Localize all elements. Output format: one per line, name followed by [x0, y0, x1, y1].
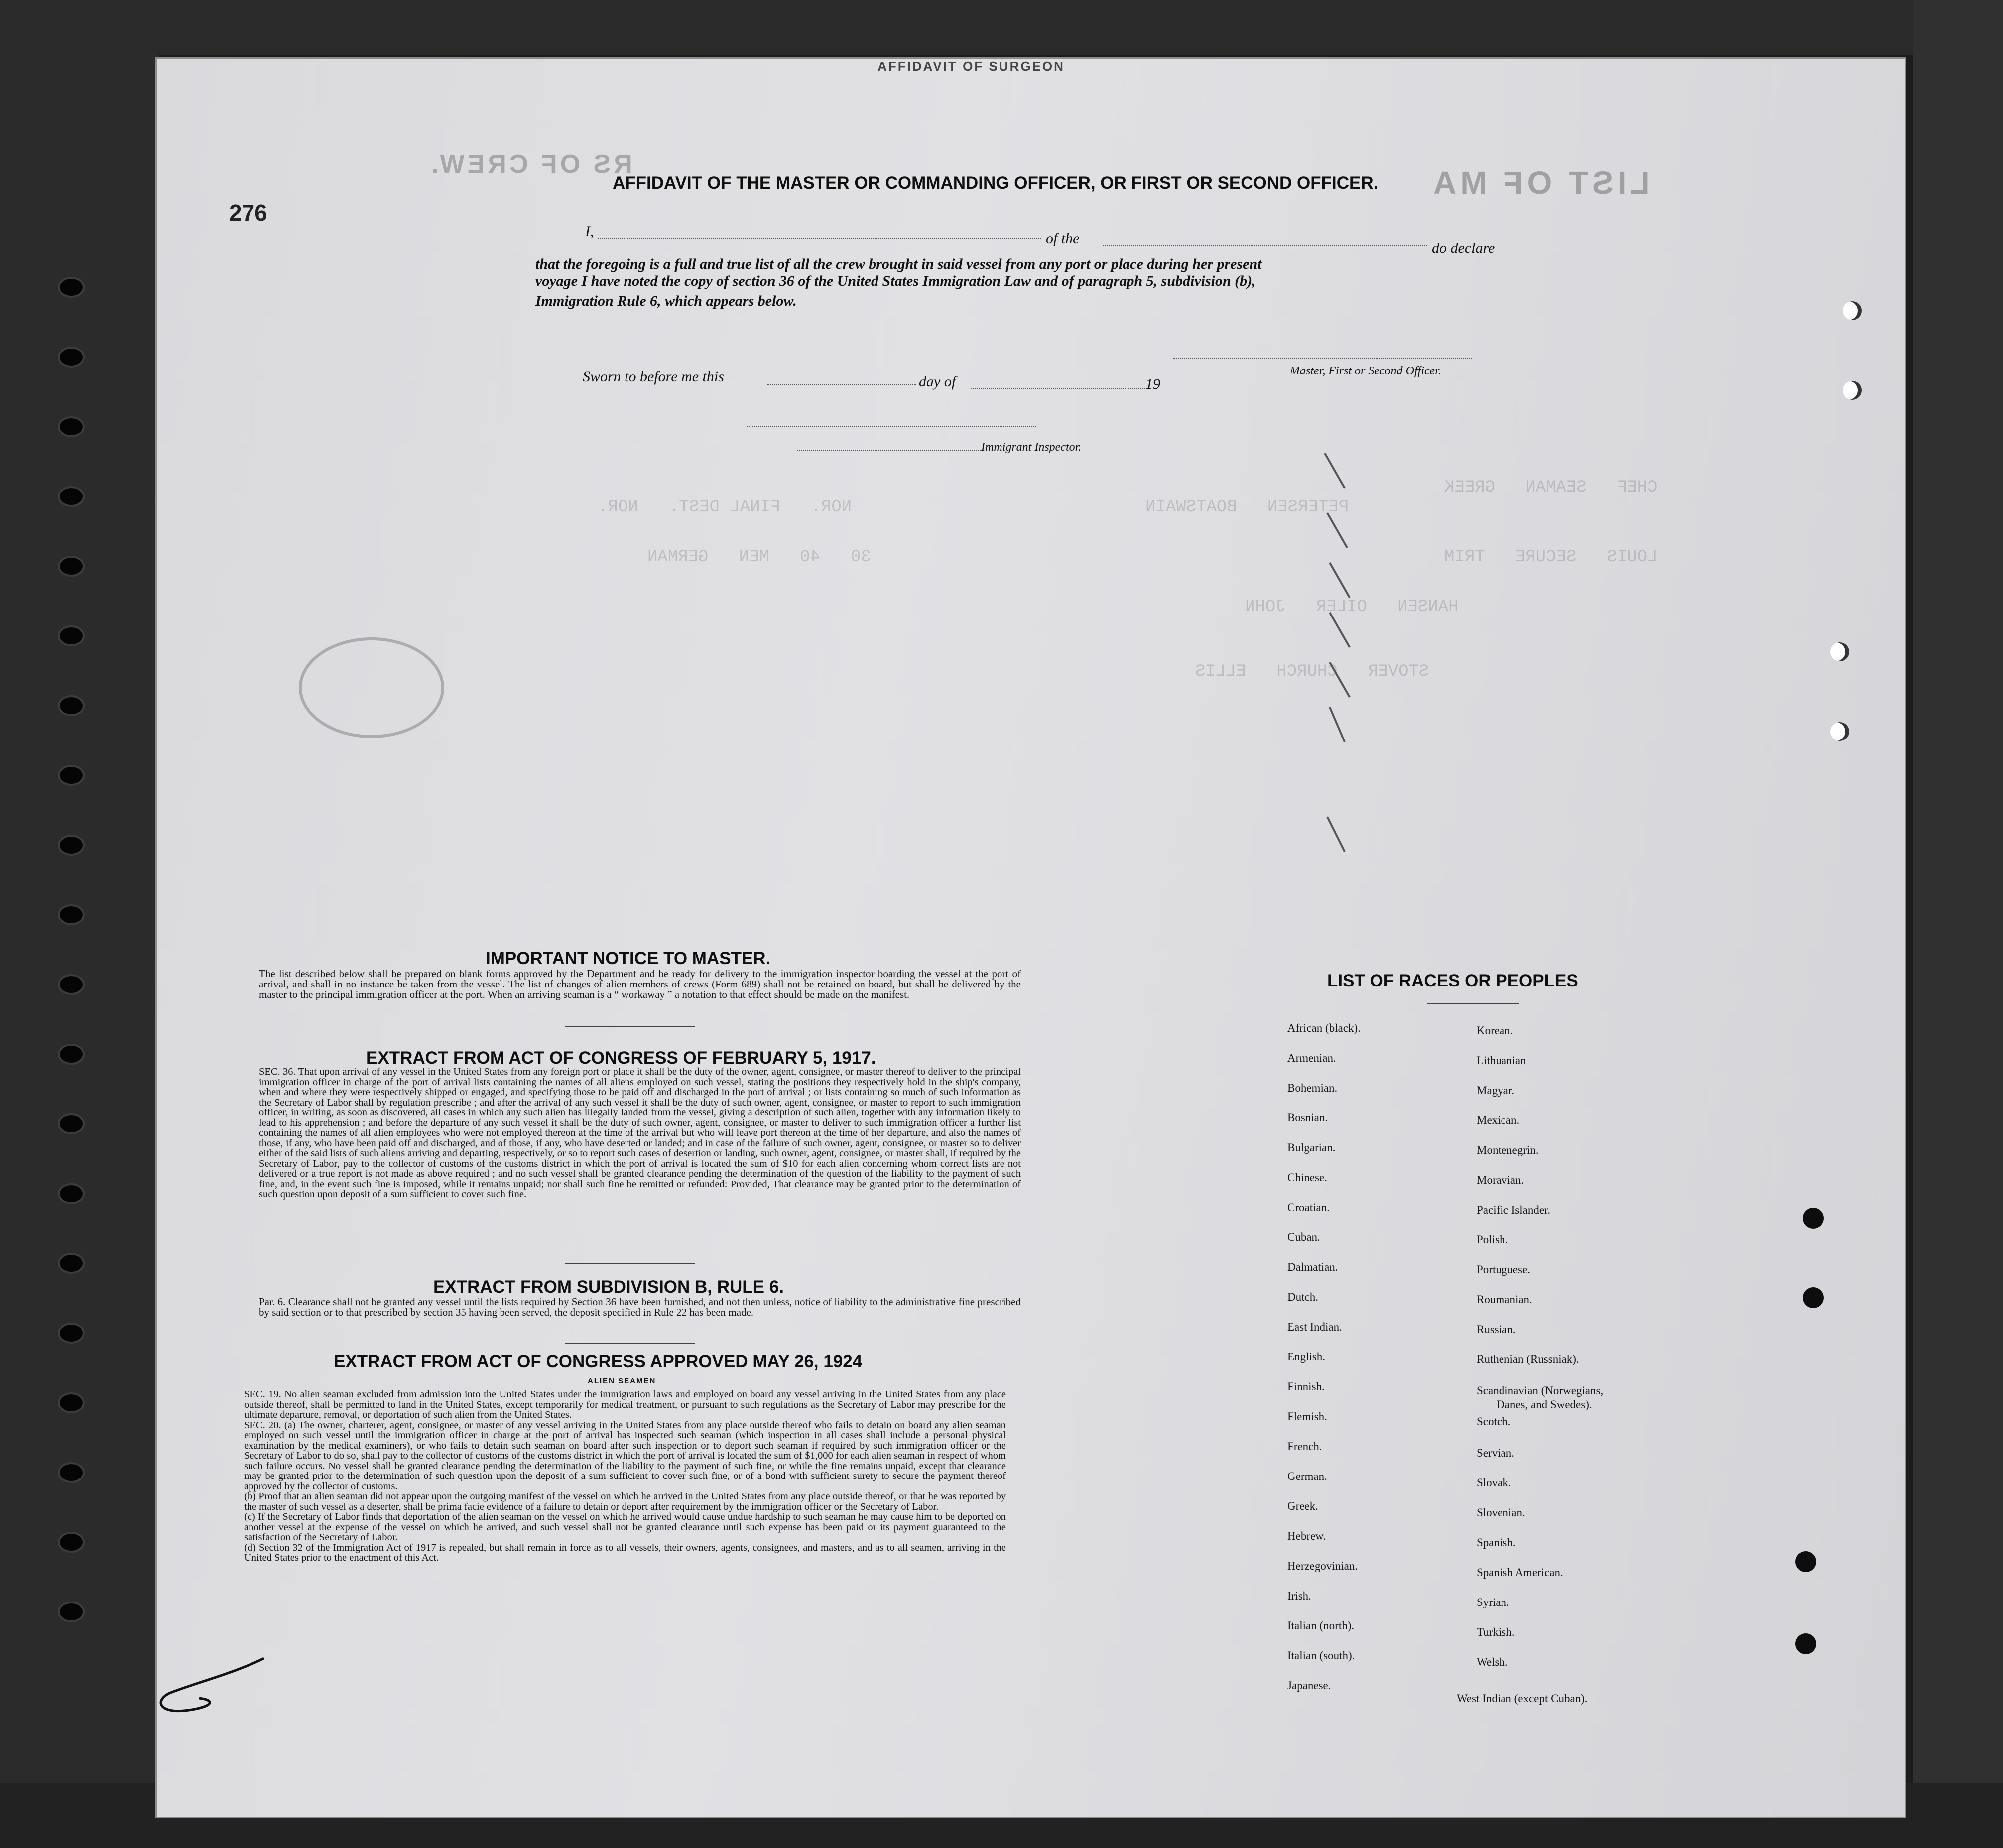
affidavit-title: AFFIDAVIT OF THE MASTER OR COMMANDING OFFICER, OR FIRST OR SECOND OFFICER. [613, 173, 1378, 193]
extract-1924-body [244, 1389, 1006, 1563]
sworn-month-line [971, 388, 1145, 389]
extract-1917-body: SEC. 36. That upon arrival of any vessel in the United States from any foreign port or place it shall be the duty of the owner, agent, consignee, or master thereof to deliver to the principal immigration officer in charge of the port of arrival lists containing the names of all aliens employed on such vessel, stating the positions they respectively hold in the ship's company, when and where they were respectively shipped or engaged, and specifying those to be paid off and discharged in the port of arrival ; or lists containing so much of such information as the Secretary of Labor shall by regulation prescribe ; and after the arrival of any such vessel it shall be the duty of such owner, agent, consignee, or master to report to such immigration officer, in writing, as soon as discovered, all cases in which any such alien has illegally landed from the vessel, giving a description of such alien, together with any information likely to lead to his apprehension ; and before the departure of any such vessel it shall be the duty of such owner, agent, consignee, or master to deliver to such immigration officer a further list containing the names of all alien employees who were not employed thereon at the time of the arrival but who will leave port thereon at the time of her departure, and also the names of those, if any, who have been paid off and discharged, and of those, if any, who have deserted or landed; and in case of the failure of such owner, agent, consignee, or master so to deliver either of the said lists of such aliens arriving and departing, respectively, or so to report such cases of desertion or landing, such owner, agent, consignee, or master shall, if required by the Secretary of Labor, pay to the collector of customs of the customs district in which the port of arrival is located the sum of $10 for each alien concerning whom correct lists are not delivered or a true report is not made as above required ; and no such vessel shall be granted clearance pending the determination of the question of the liability to the payment of such fine, and, in the event such fine is imposed, while it remains unpaid; nor shall such fine be remitted or refunded: Provided, That clearance may be granted prior to the determination of such question upon deposit of a sum sufficient to cover such fine. [259, 1066, 1021, 1200]
binder-hole [60, 767, 83, 784]
scanner-background-right [1913, 0, 2003, 1848]
race-item: Roumanian. [1477, 1293, 1532, 1306]
race-item: Turkish. [1477, 1626, 1515, 1638]
race-item: Servian. [1477, 1447, 1515, 1459]
binder-hole [60, 627, 83, 644]
races-divider [1427, 1003, 1519, 1004]
race-item: Italian (north). [1287, 1619, 1355, 1632]
binder-hole [60, 1534, 83, 1551]
binder-hole [60, 1185, 83, 1202]
tick-marks [1315, 448, 1375, 896]
affidavit-vessel-line [1103, 245, 1427, 246]
binder-hole [60, 279, 83, 296]
race-item: Scotch. [1477, 1415, 1511, 1428]
race-item: Chinese. [1287, 1171, 1327, 1184]
year-label: 19 [1145, 376, 1160, 392]
race-item: Polish. [1477, 1233, 1508, 1246]
race-item: East Indian. [1287, 1321, 1342, 1333]
race-item: Spanish American. [1477, 1566, 1563, 1579]
page-number: 276 [229, 200, 267, 226]
notice-title: IMPORTANT NOTICE TO MASTER. [486, 949, 771, 968]
binder-hole [60, 906, 83, 923]
punch-hole [1803, 1287, 1824, 1308]
affidavit-name-line [598, 238, 1041, 239]
binder-hole [60, 349, 83, 366]
faded-stamp [299, 637, 444, 738]
race-item: Bohemian. [1287, 1082, 1338, 1094]
subdivision-title: EXTRACT FROM SUBDIVISION B, RULE 6. [433, 1277, 784, 1297]
scanner-background-left [0, 0, 159, 1848]
race-item: Slovak. [1477, 1477, 1511, 1489]
race-item: Italian (south). [1287, 1649, 1355, 1662]
race-item: Slovenian. [1477, 1506, 1525, 1519]
race-item: French. [1287, 1440, 1322, 1453]
bleed-through-text: PETERSEN BOATSWAIN [1145, 498, 1349, 517]
race-item: Welsh. [1477, 1656, 1508, 1668]
inspector-line-2 [797, 450, 981, 451]
affidavit-declare-label: do declare [1432, 240, 1495, 256]
race-item: Herzegovinian. [1287, 1560, 1358, 1572]
extract-1924-subtitle: ALIEN SEAMEN [588, 1377, 656, 1385]
handwritten-mark [149, 1653, 289, 1718]
day-of-label: day of [919, 373, 956, 390]
affidavit-statement-line-4: Immigration Rule 6, which appears below. [535, 293, 797, 309]
race-item: Bosnian. [1287, 1111, 1328, 1124]
section-20c: (c) If the Secretary of Labor finds that deportation of the alien seaman on the vessel on which he arrived would cause undue hardship to such seaman he may cause him to be deported on another vessel at the expense of the vessel on which he arrived, and such vessel shall not be granted clearance until such expense has been paid or its payment guaranteed to the satisfaction of the Secretary of Labor. [244, 1511, 1006, 1543]
binder-hole [60, 697, 83, 714]
race-item: Japanese. [1287, 1679, 1331, 1692]
race-item: Lithuanian [1477, 1054, 1526, 1067]
punch-hole [1795, 1633, 1816, 1654]
race-item: Hebrew. [1287, 1530, 1326, 1542]
subdivision-body: Par. 6. Clearance shall not be granted any vessel until the lists required by Section 36 have been furnished, and not then unless, notice of liability to the administrative fine prescribed by said section or to that prescribed by section 35 having been served, the deposit specified in Rule 22 has been made. [259, 1296, 1021, 1318]
binder-hole [60, 488, 83, 505]
binder-hole [60, 1603, 83, 1620]
binder-hole [60, 1115, 83, 1132]
binder-hole [60, 1464, 83, 1481]
race-item: Bulgarian. [1287, 1141, 1336, 1154]
race-item: Flemish. [1287, 1410, 1327, 1423]
race-item: Magyar. [1477, 1084, 1515, 1097]
race-item: Finnish. [1287, 1380, 1325, 1393]
bleed-through-title: LIST OF MA [1429, 165, 1650, 201]
race-item: Moravian. [1477, 1174, 1524, 1186]
sworn-label: Sworn to before me this [583, 369, 724, 385]
race-item: Danes, and Swedes). [1497, 1398, 1592, 1411]
binder-hole [60, 837, 83, 854]
bleed-through-text: NOR. FINAL DEST. NOR. [598, 498, 852, 517]
section-20a: SEC. 20. (a) The owner, charterer, agent, consignee, or master of any vessel arriving in the United States from any place outside thereof who fails to detain on board any alien seaman employed on such vessel until the immigration officer in charge at the port of arrival has inspected such seaman (which inspection in all cases shall include a personal physical examination by the medical examiners), or who fails to detain such seaman on board after such inspection or to deport such seaman if required by such immigration officer or the Secretary of Labor to do so, shall pay to the collector of customs of the customs district in which the port of arrival is located the sum of $1,000 for each alien seaman in respect of whom such failure occurs. No vessel shall be granted clearance pending the determination of the liability to the payment of such fine, or while the fine remains unpaid, except that clearance may be granted prior to the determination of such question upon the deposit of a sum sufficient to cover such fine, or of a bond with sufficient surety to secure the payment thereof approved by the collector of customs. [244, 1419, 1006, 1492]
bleed-through-text: LOUIS SECURE TRIM [1444, 548, 1658, 567]
race-item: Ruthenian (Russniak). [1477, 1353, 1579, 1365]
race-item: Irish. [1287, 1590, 1311, 1602]
sworn-day-line [767, 384, 916, 385]
section-divider [565, 1263, 695, 1264]
inspector-label: Immigrant Inspector. [981, 441, 1082, 454]
affidavit-i-label: I, [585, 223, 594, 240]
race-item: Korean. [1477, 1024, 1513, 1037]
punch-hole [1803, 1208, 1824, 1229]
race-item: Dutch. [1287, 1291, 1318, 1303]
race-item: Pacific Islander. [1477, 1204, 1551, 1216]
punch-hole [1843, 381, 1862, 400]
affidavit-statement-line-3: voyage I have noted the copy of section 36 of the United States Immigration Law and of paragraph 5, subdivision (b), [535, 273, 1256, 289]
binder-hole [60, 558, 83, 575]
binder-hole [60, 1325, 83, 1342]
race-item: Dalmatian. [1287, 1261, 1338, 1273]
race-item: Croatian. [1287, 1201, 1330, 1214]
race-item: Greek. [1287, 1500, 1318, 1512]
signature-label: Master, First or Second Officer. [1290, 365, 1441, 377]
affidavit-of-the-label: of the [1046, 230, 1080, 246]
section-19: SEC. 19. No alien seaman excluded from admission into the United States under the immigration laws and employed on board any vessel arriving in the United States from any place outside thereof, shall be permitted to land in the United States, except temporarily for medical treatment, or pursuant to such regulations as the Secretary of Labor may prescribe for the ultimate departure, removal, or deportation of such alien from the United States. [244, 1389, 1006, 1420]
race-item: Portuguese. [1477, 1263, 1530, 1276]
races-title: LIST OF RACES OR PEOPLES [1327, 971, 1578, 990]
race-item: Montenegrin. [1477, 1144, 1539, 1156]
punch-hole [1830, 642, 1849, 661]
extract-1917-title: EXTRACT FROM ACT OF CONGRESS OF FEBRUARY 5, 1917. [366, 1048, 876, 1068]
race-item: West Indian (except Cuban). [1457, 1692, 1588, 1705]
binder-hole [60, 1255, 83, 1272]
punch-hole [1830, 722, 1849, 741]
notice-body: The list described below shall be prepared on blank forms approved by the Department and be ready for delivery to the immigration inspector boarding the vessel at the port of arrival, and shall in no instance be taken from the vessel. The list of changes of alien members of crews (Form 689) shall not be retained on board, but shall be delivered by the master to the principal immigration officer at the port. When an arriving seaman is a “ workaway ” a notation to that effect should be made on the manifest. [259, 968, 1021, 1000]
bleed-through-text: HANSEN OILER JOHN [1245, 598, 1459, 616]
race-item: Spanish. [1477, 1536, 1516, 1549]
section-20b: (b) Proof that an alien seaman did not appear upon the outgoing manifest of the vessel on which he arrived in the United States from any place outside thereof, or that he was reported by the master of such vessel as a deserter, shall be prima facie evidence of a failure to detain or deport after requirement by the immigration officer or the Secretary of Labor. [244, 1491, 1006, 1512]
section-divider [565, 1343, 695, 1344]
bleed-through-text: CHEF SEAMAN GREEK [1444, 478, 1658, 497]
race-item: English. [1287, 1351, 1326, 1363]
race-item: Mexican. [1477, 1114, 1520, 1126]
section-20d: (d) Section 32 of the Immigration Act of 1917 is repealed, but shall remain in force as to all vessels, their owners, agents, consignees, and masters, and as to all seamen, arriving in the United States prior to the enactment of this Act. [244, 1542, 1006, 1563]
scanner-background-top [0, 0, 2003, 55]
race-item: Syrian. [1477, 1596, 1509, 1608]
punch-hole [1795, 1551, 1816, 1572]
bleed-through-text: 30 40 MEN GERMAN [647, 548, 871, 567]
section-divider [565, 1026, 695, 1027]
binder-hole [60, 1394, 83, 1411]
race-item: Russian. [1477, 1323, 1516, 1336]
race-item: Cuban. [1287, 1231, 1320, 1243]
bleed-through-title-2: RS OF CREW. [428, 150, 632, 179]
binder-hole [60, 976, 83, 993]
race-item: African (black). [1287, 1022, 1361, 1034]
signature-line [1173, 358, 1472, 359]
affidavit-statement-line-2: that the foregoing is a full and true list of all the crew brought in said vessel from any port or place during her present [535, 256, 1262, 272]
binder-hole [60, 418, 83, 435]
back-page-strip: AFFIDAVIT OF SURGEON [877, 59, 1065, 74]
binder-hole [60, 1046, 83, 1063]
extract-1924-title: EXTRACT FROM ACT OF CONGRESS APPROVED MAY 26, 1924 [334, 1352, 863, 1371]
punch-hole [1843, 301, 1862, 320]
inspector-line [747, 426, 1036, 427]
bleed-through-text: STOVER CHURCH ELLIS [1195, 662, 1429, 681]
race-item: Scandinavian (Norwegians, [1477, 1384, 1604, 1397]
race-item: German. [1287, 1470, 1327, 1482]
race-item: Armenian. [1287, 1052, 1336, 1064]
